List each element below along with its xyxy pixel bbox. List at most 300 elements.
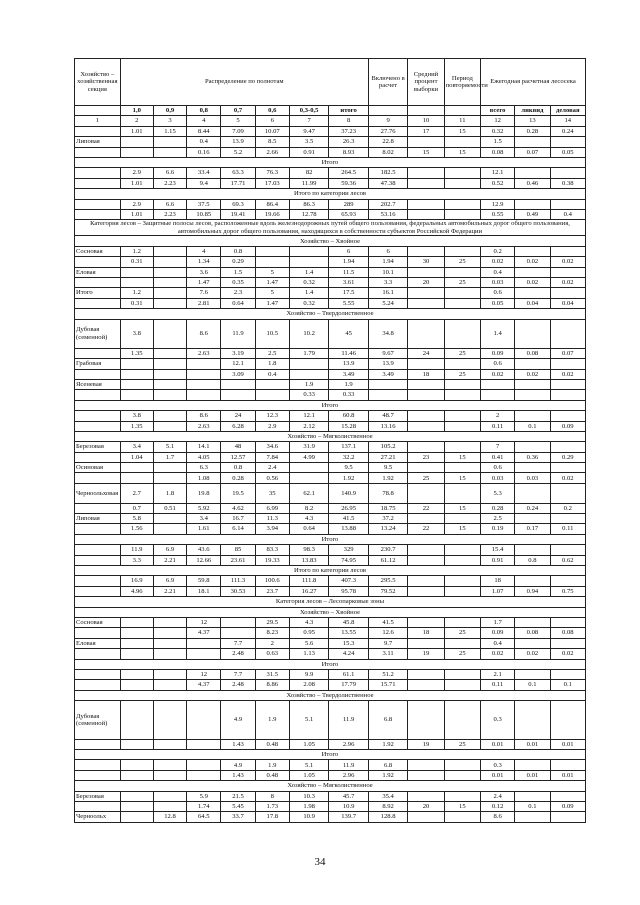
section-row <box>75 431 586 441</box>
table-cell: 37.5 <box>187 199 221 209</box>
table-row <box>75 473 586 483</box>
table-row <box>75 168 586 178</box>
table-row <box>75 421 586 431</box>
table-cell: 8.44 <box>187 126 221 136</box>
table-cell <box>515 791 550 801</box>
table-cell: 1.73 <box>255 802 289 812</box>
table-cell: 0.02 <box>515 649 550 659</box>
row-label-cell <box>75 390 121 400</box>
table-cell <box>550 246 585 256</box>
table-cell: 82 <box>289 168 328 178</box>
table-cell: 4.3 <box>289 617 328 627</box>
table-cell: 2.48 <box>221 680 255 690</box>
table-cell: 0.3 <box>481 760 515 770</box>
table-cell: 0.08 <box>550 628 585 638</box>
table-cell: 4.9 <box>221 701 255 740</box>
table-cell: 86.4 <box>255 199 289 209</box>
column-number-cell: 5 <box>221 116 255 126</box>
table-cell <box>444 168 480 178</box>
table-cell <box>444 288 480 298</box>
table-cell: 0.02 <box>550 649 585 659</box>
table-cell: 1.61 <box>187 524 221 534</box>
table-cell <box>550 168 585 178</box>
table-cell <box>368 379 407 389</box>
table-row <box>75 199 586 209</box>
table-cell <box>289 257 328 267</box>
table-cell: 7.84 <box>255 452 289 462</box>
table-cell <box>444 514 480 524</box>
table-cell: 5 <box>255 288 289 298</box>
table-cell: 0.01 <box>550 770 585 780</box>
table-cell: 4.99 <box>289 452 328 462</box>
table-cell: 295.5 <box>368 576 407 586</box>
table-cell: 12 <box>187 669 221 679</box>
table-cell <box>444 555 480 565</box>
table-cell: 26.95 <box>329 503 368 513</box>
table-cell: 1.94 <box>329 257 368 267</box>
table-cell: 2.3 <box>221 288 255 298</box>
table-cell: 0.19 <box>481 524 515 534</box>
table-cell: 0.02 <box>550 369 585 379</box>
table-cell: 5.3 <box>481 483 515 503</box>
table-cell: 13.9 <box>368 359 407 369</box>
table-cell <box>187 649 221 659</box>
table-cell: 0.17 <box>515 524 550 534</box>
table-row <box>75 638 586 648</box>
table-cell: 45.7 <box>329 791 368 801</box>
table-cell <box>550 638 585 648</box>
table-cell: 43.6 <box>187 545 221 555</box>
table-cell <box>153 791 186 801</box>
table-cell: 23.7 <box>255 586 289 596</box>
table-cell: 13.55 <box>329 628 368 638</box>
row-label-cell <box>75 348 121 358</box>
table-cell <box>444 545 480 555</box>
table-cell: 26.3 <box>329 137 368 147</box>
table-cell: 10.5 <box>255 319 289 348</box>
table-cell <box>153 348 186 358</box>
row-label-cell <box>75 586 121 596</box>
section-title: Итого <box>75 659 586 669</box>
table-row <box>75 802 586 812</box>
table-cell: 19 <box>408 739 444 749</box>
table-cell: 264.5 <box>329 168 368 178</box>
table-cell <box>120 359 153 369</box>
table-cell: 0.8 <box>221 463 255 473</box>
table-cell: 1.05 <box>289 739 328 749</box>
table-cell: 17.5 <box>329 288 368 298</box>
section-title: Категория лесов – Лесопарковые зоны <box>75 597 586 607</box>
table-cell: 1.56 <box>120 524 153 534</box>
table-cell: 16.7 <box>221 514 255 524</box>
section-row <box>75 189 586 199</box>
table-cell: 25 <box>408 473 444 483</box>
table-cell <box>187 770 221 780</box>
table-cell <box>408 178 444 188</box>
column-number-cell: 11 <box>444 116 480 126</box>
subheader-cell: ликвид <box>515 106 550 116</box>
table-cell: 1.9 <box>329 379 368 389</box>
table-cell <box>120 390 153 400</box>
table-cell: 1.4 <box>289 288 328 298</box>
table-cell <box>444 760 480 770</box>
row-label-cell <box>75 369 121 379</box>
table-cell: 105.2 <box>368 442 407 452</box>
table-cell: 0.8 <box>515 555 550 565</box>
table-cell: 111.3 <box>221 576 255 586</box>
table-cell <box>153 739 186 749</box>
table-cell: 83.3 <box>255 545 289 555</box>
table-cell: 15 <box>444 802 480 812</box>
table-cell <box>221 379 255 389</box>
table-cell: 1.04 <box>120 452 153 462</box>
subheader-cell: итого <box>329 106 368 116</box>
table-cell: 0.4 <box>255 369 289 379</box>
row-label-cell <box>75 739 121 749</box>
table-cell <box>408 411 444 421</box>
table-cell: 6.6 <box>153 168 186 178</box>
table-cell: 45.8 <box>329 617 368 627</box>
table-cell <box>515 411 550 421</box>
table-cell <box>550 288 585 298</box>
table-cell: 0.24 <box>515 503 550 513</box>
table-cell: 37.2 <box>368 514 407 524</box>
table-row <box>75 267 586 277</box>
table-cell <box>444 137 480 147</box>
table-cell: 35 <box>255 483 289 503</box>
table-cell: 2.5 <box>481 514 515 524</box>
table-cell <box>153 524 186 534</box>
table-cell: 1.01 <box>120 209 153 219</box>
table-cell <box>515 137 550 147</box>
table-cell <box>550 442 585 452</box>
table-cell: 8.86 <box>255 680 289 690</box>
table-cell: 2.5 <box>255 348 289 358</box>
table-cell: 21.5 <box>221 791 255 801</box>
table-cell <box>408 267 444 277</box>
table-cell: 0.02 <box>550 473 585 483</box>
table-cell: 0.35 <box>221 278 255 288</box>
header-annual: Ежегодная расчетная лесосека <box>481 59 586 106</box>
table-cell: 2.9 <box>255 421 289 431</box>
row-label-cell: Березовая <box>75 442 121 452</box>
table-cell: 19 <box>408 649 444 659</box>
table-cell <box>444 791 480 801</box>
table-cell <box>153 246 186 256</box>
table-cell <box>153 669 186 679</box>
table-cell <box>550 379 585 389</box>
table-cell: 0.64 <box>221 298 255 308</box>
table-cell <box>444 463 480 473</box>
table-cell: 13.16 <box>368 421 407 431</box>
table-cell: 6.8 <box>368 701 407 740</box>
table-cell: 1.92 <box>368 739 407 749</box>
table-cell: 0.09 <box>550 802 585 812</box>
section-row <box>75 750 586 760</box>
table-cell <box>120 770 153 780</box>
table-cell <box>187 760 221 770</box>
table-cell <box>515 576 550 586</box>
table-cell <box>408 638 444 648</box>
row-label-cell <box>75 452 121 462</box>
table-cell <box>515 701 550 740</box>
table-cell: 0.32 <box>289 278 328 288</box>
table-cell <box>120 628 153 638</box>
table-cell <box>255 390 289 400</box>
table-cell: 8.23 <box>255 628 289 638</box>
table-cell: 111.8 <box>289 576 328 586</box>
table-cell: 60.8 <box>329 411 368 421</box>
row-label-cell: Сосновая <box>75 246 121 256</box>
table-cell: 0.32 <box>481 126 515 136</box>
table-cell: 3.3 <box>368 278 407 288</box>
table-cell: 3.19 <box>221 348 255 358</box>
table-cell: 2.63 <box>187 421 221 431</box>
table-cell: 25 <box>444 739 480 749</box>
table-cell: 0.55 <box>481 209 515 219</box>
row-label-cell: Итого <box>75 288 121 298</box>
row-label-cell: Осиновая <box>75 463 121 473</box>
subheader-cell <box>368 106 407 116</box>
row-label-cell <box>75 576 121 586</box>
table-row <box>75 669 586 679</box>
table-row <box>75 555 586 565</box>
table-cell: 1.2 <box>120 288 153 298</box>
table-cell <box>408 298 444 308</box>
table-cell: 182.5 <box>368 168 407 178</box>
table-cell: 6 <box>329 246 368 256</box>
forest-table-sheet <box>74 58 586 823</box>
table-cell: 30.53 <box>221 586 255 596</box>
table-cell: 1.92 <box>368 473 407 483</box>
table-cell <box>153 463 186 473</box>
table-cell: 5.45 <box>221 802 255 812</box>
table-row <box>75 649 586 659</box>
table-cell: 0.64 <box>289 524 328 534</box>
table-cell <box>408 617 444 627</box>
table-cell <box>289 473 328 483</box>
table-cell <box>444 442 480 452</box>
table-cell: 11.9 <box>221 319 255 348</box>
table-cell <box>515 483 550 503</box>
table-cell: 15 <box>444 473 480 483</box>
table-cell <box>515 199 550 209</box>
row-label-cell <box>75 421 121 431</box>
table-cell <box>444 638 480 648</box>
table-cell <box>550 760 585 770</box>
table-cell <box>408 246 444 256</box>
table-cell: 5.92 <box>187 503 221 513</box>
table-cell <box>120 137 153 147</box>
table-row <box>75 278 586 288</box>
table-cell <box>550 199 585 209</box>
table-cell: 0.12 <box>481 802 515 812</box>
table-row <box>75 126 586 136</box>
table-cell: 15 <box>444 452 480 462</box>
table-row <box>75 463 586 473</box>
table-cell: 0.01 <box>550 739 585 749</box>
table-cell <box>120 267 153 277</box>
table-cell <box>153 638 186 648</box>
table-row <box>75 791 586 801</box>
table-cell: 12.1 <box>481 168 515 178</box>
table-cell <box>408 514 444 524</box>
table-cell <box>515 617 550 627</box>
table-row <box>75 390 586 400</box>
table-cell <box>153 369 186 379</box>
table-cell: 0.24 <box>550 126 585 136</box>
table-cell: 3.3 <box>120 555 153 565</box>
table-cell <box>444 576 480 586</box>
table-cell: 1.7 <box>153 452 186 462</box>
table-cell: 2.4 <box>481 791 515 801</box>
table-cell: 1.01 <box>120 178 153 188</box>
table-cell: 0.2 <box>481 246 515 256</box>
table-cell: 0.28 <box>221 473 255 483</box>
table-cell: 1.05 <box>289 770 328 780</box>
table-cell: 86.3 <box>289 199 328 209</box>
table-cell: 15 <box>408 147 444 157</box>
table-cell: 139.7 <box>329 812 368 822</box>
table-cell: 3.61 <box>329 278 368 288</box>
table-cell <box>120 473 153 483</box>
table-cell: 0.08 <box>515 348 550 358</box>
table-cell: 25 <box>444 348 480 358</box>
table-cell: 1.4 <box>481 319 515 348</box>
header-percent: Средний процент выборки <box>408 59 444 106</box>
section-row <box>75 597 586 607</box>
row-label-cell <box>75 126 121 136</box>
table-cell <box>444 770 480 780</box>
table-cell: 12 <box>187 617 221 627</box>
row-label-cell <box>75 298 121 308</box>
column-number-cell: 1 <box>75 116 121 126</box>
table-cell: 0.4 <box>550 209 585 219</box>
table-cell: 3.8 <box>120 411 153 421</box>
row-label-cell <box>75 545 121 555</box>
table-cell <box>515 288 550 298</box>
table-cell <box>408 199 444 209</box>
table-cell: 4.37 <box>187 680 221 690</box>
table-cell: 0.11 <box>481 421 515 431</box>
table-cell <box>444 178 480 188</box>
table-cell: 34.8 <box>368 319 407 348</box>
section-title: Итого <box>75 157 586 167</box>
table-cell: 4.3 <box>289 514 328 524</box>
table-cell: 4.24 <box>329 649 368 659</box>
table-cell: 1.92 <box>368 770 407 780</box>
table-cell <box>408 555 444 565</box>
table-cell: 0.1 <box>515 680 550 690</box>
column-number-cell: 8 <box>329 116 368 126</box>
page-number: 34 <box>314 856 326 868</box>
table-cell: 18.75 <box>368 503 407 513</box>
table-cell: 5.1 <box>289 701 328 740</box>
table-cell: 0.01 <box>481 739 515 749</box>
table-cell: 34.6 <box>255 442 289 452</box>
section-row <box>75 400 586 410</box>
table-row <box>75 545 586 555</box>
table-cell <box>408 760 444 770</box>
table-cell: 8.02 <box>368 147 407 157</box>
table-cell <box>550 463 585 473</box>
row-label-cell <box>75 760 121 770</box>
section-title: Итого по категории лесов <box>75 189 586 199</box>
row-label-cell <box>75 168 121 178</box>
table-cell <box>515 760 550 770</box>
table-cell: 0.02 <box>481 369 515 379</box>
table-row <box>75 576 586 586</box>
table-cell <box>444 421 480 431</box>
table-cell <box>153 288 186 298</box>
section-title: Итого <box>75 400 586 410</box>
table-cell <box>444 209 480 219</box>
table-cell: 3.4 <box>187 514 221 524</box>
table-cell: 48.7 <box>368 411 407 421</box>
table-cell: 16.9 <box>120 576 153 586</box>
table-cell: 0.04 <box>550 298 585 308</box>
table-row <box>75 319 586 348</box>
table-cell: 0.1 <box>550 680 585 690</box>
table-cell <box>120 802 153 812</box>
row-label-cell: Черноольх <box>75 812 121 822</box>
table-cell: 19.41 <box>221 209 255 219</box>
section-title: Хозяйство – Твердолиственное <box>75 690 586 700</box>
table-cell: 17.79 <box>329 680 368 690</box>
table-cell <box>408 209 444 219</box>
column-number-cell: 12 <box>481 116 515 126</box>
table-cell: 25 <box>444 278 480 288</box>
column-number-cell: 6 <box>255 116 289 126</box>
table-cell: 1.92 <box>329 473 368 483</box>
row-label-cell <box>75 503 121 513</box>
table-header-row <box>75 59 586 106</box>
table-cell: 7.7 <box>221 669 255 679</box>
table-cell: 0.32 <box>289 298 328 308</box>
table-cell <box>120 617 153 627</box>
table-cell: 7.7 <box>221 638 255 648</box>
table-cell: 24 <box>408 348 444 358</box>
table-cell: 8.6 <box>187 411 221 421</box>
section-row <box>75 659 586 669</box>
table-cell: 12.1 <box>221 359 255 369</box>
table-cell: 128.8 <box>368 812 407 822</box>
table-cell: 0.48 <box>255 770 289 780</box>
table-cell <box>515 514 550 524</box>
table-cell: 37.23 <box>329 126 368 136</box>
table-cell: 18 <box>408 369 444 379</box>
table-cell: 1.9 <box>289 379 328 389</box>
table-cell <box>444 586 480 596</box>
table-cell: 0.46 <box>515 178 550 188</box>
table-cell <box>444 298 480 308</box>
table-cell: 0.02 <box>481 649 515 659</box>
table-cell <box>187 359 221 369</box>
table-cell: 9.47 <box>289 126 328 136</box>
table-row <box>75 514 586 524</box>
category-row <box>75 220 586 236</box>
table-cell: 33.7 <box>221 812 255 822</box>
table-cell: 17.71 <box>221 178 255 188</box>
table-cell: 25 <box>444 649 480 659</box>
table-cell: 5.1 <box>289 760 328 770</box>
table-cell: 23 <box>408 452 444 462</box>
table-cell: 0.52 <box>481 178 515 188</box>
section-row <box>75 309 586 319</box>
table-cell: 0.95 <box>289 628 328 638</box>
table-cell: 1.2 <box>120 246 153 256</box>
table-cell <box>550 319 585 348</box>
